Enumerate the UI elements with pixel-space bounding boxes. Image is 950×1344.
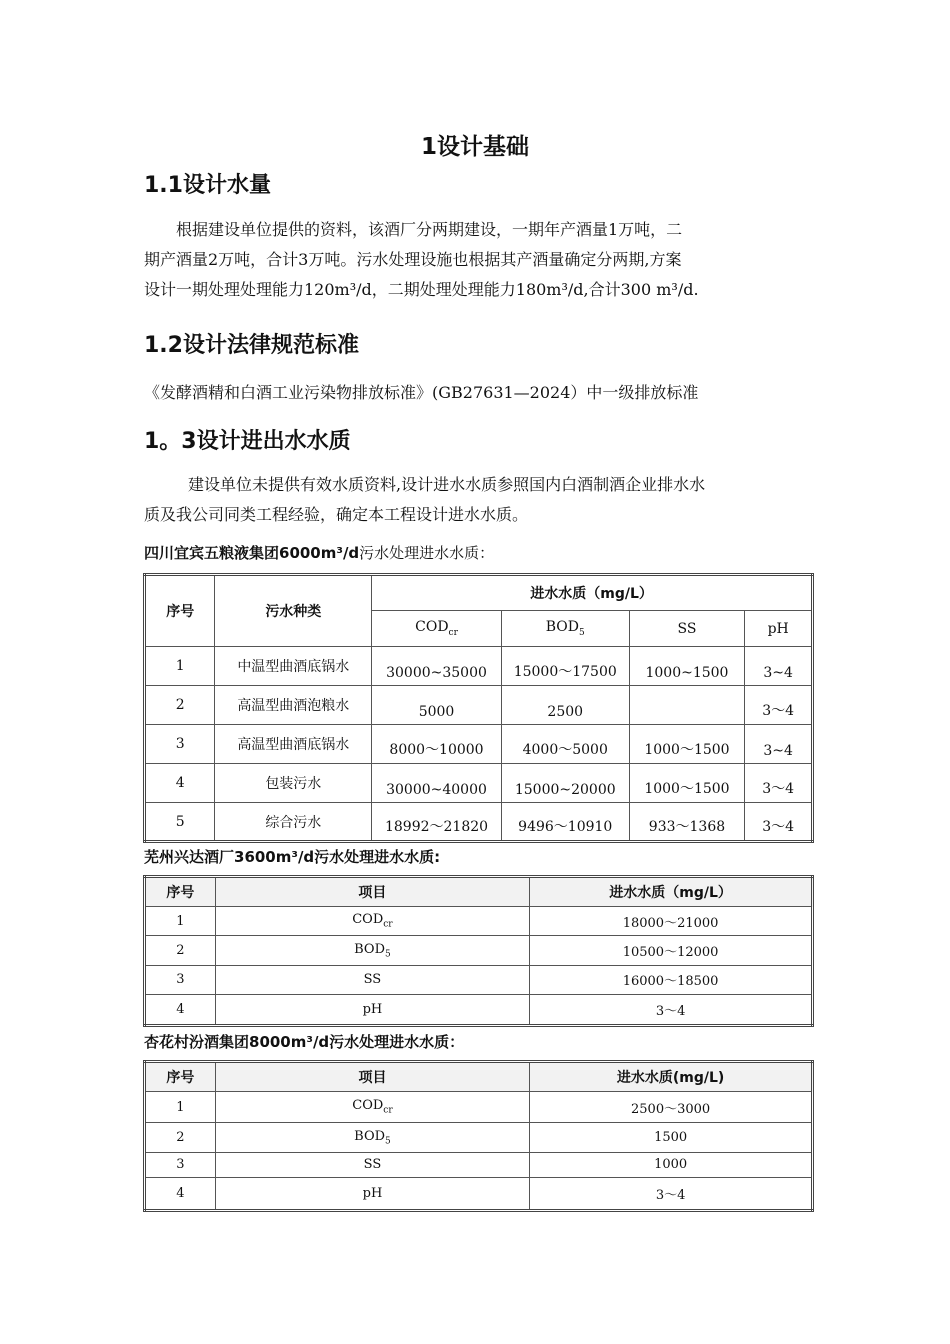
col-header-cod: $COD_{cr}$ xyxy=(372,611,502,647)
cell: 3～4 xyxy=(745,764,813,803)
col-header-no: 序号 xyxy=(145,575,215,647)
cell: $BOD_5$ xyxy=(215,1123,530,1152)
cell: 4000～5000 xyxy=(501,725,629,764)
table-row xyxy=(145,803,813,842)
cell: 3～4 xyxy=(745,803,813,842)
cell: SS xyxy=(215,965,529,994)
section-heading-standards: 1.2设计法律规范标准 xyxy=(144,333,359,358)
table3 xyxy=(143,1060,814,1212)
paragraph-line: 建设单位未提供有效水质资料,设计进水水质参照国内白酒制酒企业排水水 xyxy=(188,475,706,494)
cell: 4 xyxy=(145,1177,216,1210)
cell: 3 xyxy=(145,1152,216,1177)
cell: 3～4 xyxy=(530,995,813,1026)
cell: $COD_{cr}$ xyxy=(215,1092,530,1123)
cell xyxy=(629,686,745,725)
table1-caption-rest: 污水处理进水水质： xyxy=(359,544,495,562)
cell: 中温型曲酒底锅水 xyxy=(215,647,372,686)
cell: 933～1368 xyxy=(629,803,745,842)
table1-caption-bold: 四川宜宾五粮液集团6000m³/d xyxy=(144,544,360,562)
col-header-bod: $BOD_5$ xyxy=(501,611,629,647)
cell: 2500 xyxy=(501,686,629,725)
cell: 10500～12000 xyxy=(530,936,813,965)
cell: 2500～3000 xyxy=(530,1092,813,1123)
cell: 3 xyxy=(145,725,215,764)
cell: 3 xyxy=(145,965,216,994)
cell: SS xyxy=(215,1152,530,1177)
cell: 1 xyxy=(145,1092,216,1123)
cell: 9496～10910 xyxy=(501,803,629,842)
col-header-type: 污水种类 xyxy=(215,575,372,647)
cell: 1000～1500 xyxy=(629,764,745,803)
cell: 4 xyxy=(145,764,215,803)
col-header-ph: pH xyxy=(745,611,813,647)
cell: 15000~20000 xyxy=(501,764,629,803)
table-row xyxy=(145,764,813,803)
table2-caption-text: 芜州兴达酒厂3600m³/d污水处理进水水质: xyxy=(144,848,441,866)
cell: $COD_{cr}$ xyxy=(215,907,529,936)
table-row xyxy=(145,995,813,1026)
cell: 4 xyxy=(145,995,216,1026)
paragraph-line: 质及我公司同类工程经验，确定本工程设计进水水质。 xyxy=(144,505,529,524)
table-row xyxy=(145,1152,813,1177)
table-row xyxy=(145,686,813,725)
cell: pH xyxy=(215,995,529,1026)
cell: 18000～21000 xyxy=(530,907,813,936)
cell: 高温型曲酒泡粮水 xyxy=(215,686,372,725)
cell: 16000～18500 xyxy=(530,965,813,994)
cell: 3～4 xyxy=(745,686,813,725)
paragraph-line: 根据建设单位提供的资料，该酒厂分两期建设，一期年产酒量1万吨，二 xyxy=(176,220,683,239)
cell: 30000~40000 xyxy=(372,764,502,803)
paragraph-line: 期产酒量2万吨，合计3万吨。污水处理设施也根据其产酒量确定分两期,方案 xyxy=(144,250,682,269)
standards-text: 《发酵酒精和白酒工业污染物排放标准》(GB27631—2024）中一级排放标准 xyxy=(144,383,699,402)
cell: 15000～17500 xyxy=(501,647,629,686)
table3-caption xyxy=(144,1031,464,1052)
section-heading-water-quality: 1。3设计进出水水质 xyxy=(144,429,351,454)
table-row xyxy=(145,647,813,686)
table1 xyxy=(143,573,814,843)
page-title: 1设计基础 xyxy=(420,134,529,160)
table2 xyxy=(143,875,814,1027)
table-row xyxy=(145,1092,813,1123)
cell: 30000~35000 xyxy=(372,647,502,686)
cell: 高温型曲酒底锅水 xyxy=(215,725,372,764)
design-flow-paragraph xyxy=(144,215,810,305)
col-header-quality: 进水水质(mg/L) xyxy=(530,1062,813,1092)
cell: 5 xyxy=(145,803,215,842)
cell: 1000～1500 xyxy=(629,725,745,764)
water-quality-paragraph xyxy=(144,470,810,530)
cell: 包装污水 xyxy=(215,764,372,803)
col-header-no: 序号 xyxy=(145,1062,216,1092)
cell: 2 xyxy=(145,1123,216,1152)
cell: 5000 xyxy=(372,686,502,725)
cell: 3～4 xyxy=(530,1177,813,1210)
col-header-no: 序号 xyxy=(145,877,216,907)
table-row xyxy=(145,936,813,965)
cell: 8000～10000 xyxy=(372,725,502,764)
cell: 1 xyxy=(145,907,216,936)
table-row xyxy=(145,965,813,994)
table-row xyxy=(145,1123,813,1152)
cell: 3~4 xyxy=(745,725,813,764)
col-header-group: 进水水质（mg/L） xyxy=(372,575,813,611)
cell: 1000 xyxy=(530,1152,813,1177)
cell: 1500 xyxy=(530,1123,813,1152)
cell: 1 xyxy=(145,647,215,686)
cell: 18992～21820 xyxy=(372,803,502,842)
col-header-item: 项目 xyxy=(215,877,529,907)
table-row xyxy=(145,725,813,764)
table2-caption xyxy=(144,846,440,867)
table-row xyxy=(145,907,813,936)
col-header-quality: 进水水质（mg/L） xyxy=(530,877,813,907)
cell: $BOD_5$ xyxy=(215,936,529,965)
cell: 2 xyxy=(145,936,216,965)
cell: 综合污水 xyxy=(215,803,372,842)
paragraph-line: 设计一期处理处理能力120m³/d，二期处理处理能力180m³/d,合计300 m³/d. xyxy=(144,280,699,299)
col-header-ss: SS xyxy=(629,611,745,647)
section-heading-design-flow: 1.1设计水量 xyxy=(144,173,271,198)
cell: pH xyxy=(215,1177,530,1210)
cell: 1000~1500 xyxy=(629,647,745,686)
table3-caption-text: 杏花村汾酒集团8000m³/d污水处理进水水质： xyxy=(144,1033,465,1051)
cell: 2 xyxy=(145,686,215,725)
cell: 3~4 xyxy=(745,647,813,686)
table-row xyxy=(145,1177,813,1210)
table1-caption xyxy=(144,542,494,563)
col-header-item: 项目 xyxy=(215,1062,530,1092)
